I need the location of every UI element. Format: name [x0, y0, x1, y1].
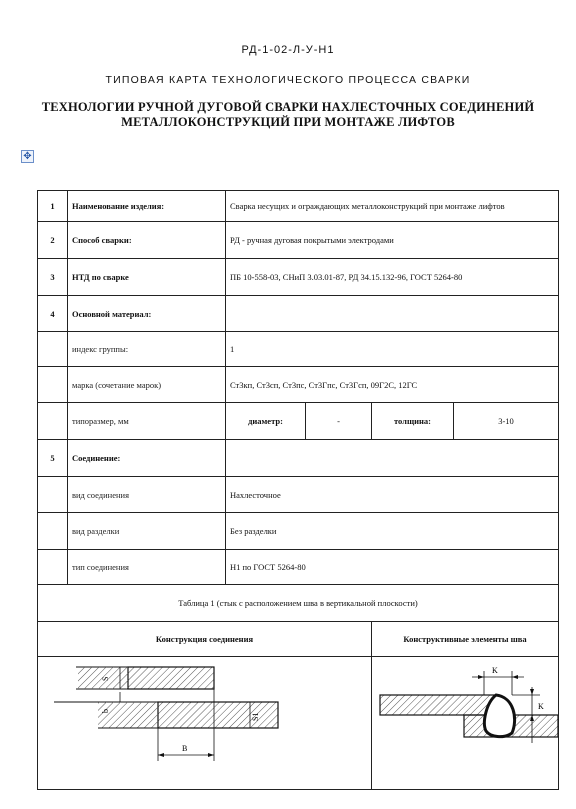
row-number	[38, 367, 68, 403]
dim-k-top-arrow-right	[512, 675, 518, 679]
document-code: РД-1-02-Л-У-Н1	[241, 44, 335, 56]
row-value: Ст3кп, Ст3сп, Ст3пс, Ст3Гпс, Ст3Гсп, 09Г2С, 12ГС	[226, 367, 559, 403]
table-row	[38, 550, 559, 585]
table-row	[38, 191, 559, 222]
dim-k-side-arrow-top	[530, 689, 534, 695]
joint-construction-cell	[38, 657, 372, 790]
size-row	[38, 403, 559, 440]
table-row	[38, 259, 559, 296]
row-label: вид соединения	[68, 477, 226, 513]
dim-k-top-arrow-left	[478, 675, 484, 679]
fillet-weld-drawing	[372, 657, 558, 787]
lower-plate	[158, 702, 278, 728]
diameter-value: -	[306, 403, 372, 440]
table-row	[38, 440, 559, 477]
row-number	[38, 550, 68, 585]
welding-process-table	[37, 190, 559, 790]
row-label: Соединение:	[68, 440, 226, 477]
row-value: 1	[226, 332, 559, 367]
row-number	[38, 403, 68, 440]
drawing-header-row	[38, 622, 559, 657]
dim-k-side-label: K	[538, 702, 544, 711]
row-number: 5	[38, 440, 68, 477]
lower-plate-body	[98, 702, 158, 728]
upper-plate	[380, 695, 496, 715]
row-value	[226, 296, 559, 332]
table-move-handle-icon[interactable]: ✥	[21, 150, 34, 163]
dim-B-arrow-right	[208, 753, 214, 757]
row-label: Способ сварки:	[68, 222, 226, 259]
weld-elements-cell	[372, 657, 559, 790]
dim-B-label: B	[182, 744, 188, 753]
table-row	[38, 367, 559, 403]
row-number: 1	[38, 191, 68, 222]
row-label: тип соединения	[68, 550, 226, 585]
row-number	[38, 332, 68, 367]
thickness-value: 3-10	[454, 403, 559, 440]
table-row	[38, 222, 559, 259]
dim-b-label: b	[101, 709, 110, 713]
weld-bead	[484, 695, 514, 737]
row-number: 2	[38, 222, 68, 259]
weld-elements-header: Конструктивные элементы шва	[372, 622, 559, 657]
row-value: Нахлесточное	[226, 477, 559, 513]
row-number	[38, 477, 68, 513]
row-number: 3	[38, 259, 68, 296]
table-row	[38, 477, 559, 513]
row-value: Без разделки	[226, 513, 559, 550]
table-caption: Таблица 1 (стык с расположением шва в вертикальной плоскости)	[38, 585, 559, 622]
upper-plate	[128, 667, 214, 689]
row-value: ПБ 10-558-03, СНиП 3.03.01-87, РД 34.15.132-96, ГОСТ 5264-80	[226, 259, 559, 296]
document-subtitle: ТИПОВАЯ КАРТА ТЕХНОЛОГИЧЕСКОГО ПРОЦЕССА СВАРКИ	[105, 74, 471, 86]
row-label: Наименование изделия:	[68, 191, 226, 222]
row-value	[226, 440, 559, 477]
table-row	[38, 296, 559, 332]
table-row	[38, 332, 559, 367]
joint-construction-header: Конструкция соединения	[38, 622, 372, 657]
row-label: Основной материал:	[68, 296, 226, 332]
row-value: Сварка несущих и ограждающих металлоконструкций при монтаже лифтов	[226, 191, 559, 222]
row-label: марка (сочетание марок)	[68, 367, 226, 403]
row-value: РД - ручная дуговая покрытыми электродами	[226, 222, 559, 259]
row-number: 4	[38, 296, 68, 332]
dim-s1-label: S1	[251, 712, 260, 721]
size-label: типоразмер, мм	[68, 403, 226, 440]
diameter-label: диаметр:	[226, 403, 306, 440]
document-title	[0, 100, 576, 130]
caption-row	[38, 585, 559, 622]
row-value: Н1 по ГОСТ 5264-80	[226, 550, 559, 585]
drawing-row	[38, 657, 559, 790]
row-label: вид разделки	[68, 513, 226, 550]
row-label: индекс группы:	[68, 332, 226, 367]
dim-B-arrow-left	[158, 753, 164, 757]
lap-joint-drawing	[38, 657, 372, 787]
dim-s-label: S	[101, 676, 110, 681]
title-line-2: МЕТАЛЛОКОНСТРУКЦИЙ ПРИ МОНТАЖЕ ЛИФТОВ	[121, 115, 455, 129]
dim-k-top-label: K	[492, 666, 498, 675]
table-row	[38, 513, 559, 550]
title-line-1: ТЕХНОЛОГИИ РУЧНОЙ ДУГОВОЙ СВАРКИ НАХЛЕСТОЧНЫХ СОЕДИНЕНИЙ	[41, 100, 535, 114]
row-number	[38, 513, 68, 550]
thickness-label: толщина:	[372, 403, 454, 440]
row-label: НТД по сварке	[68, 259, 226, 296]
